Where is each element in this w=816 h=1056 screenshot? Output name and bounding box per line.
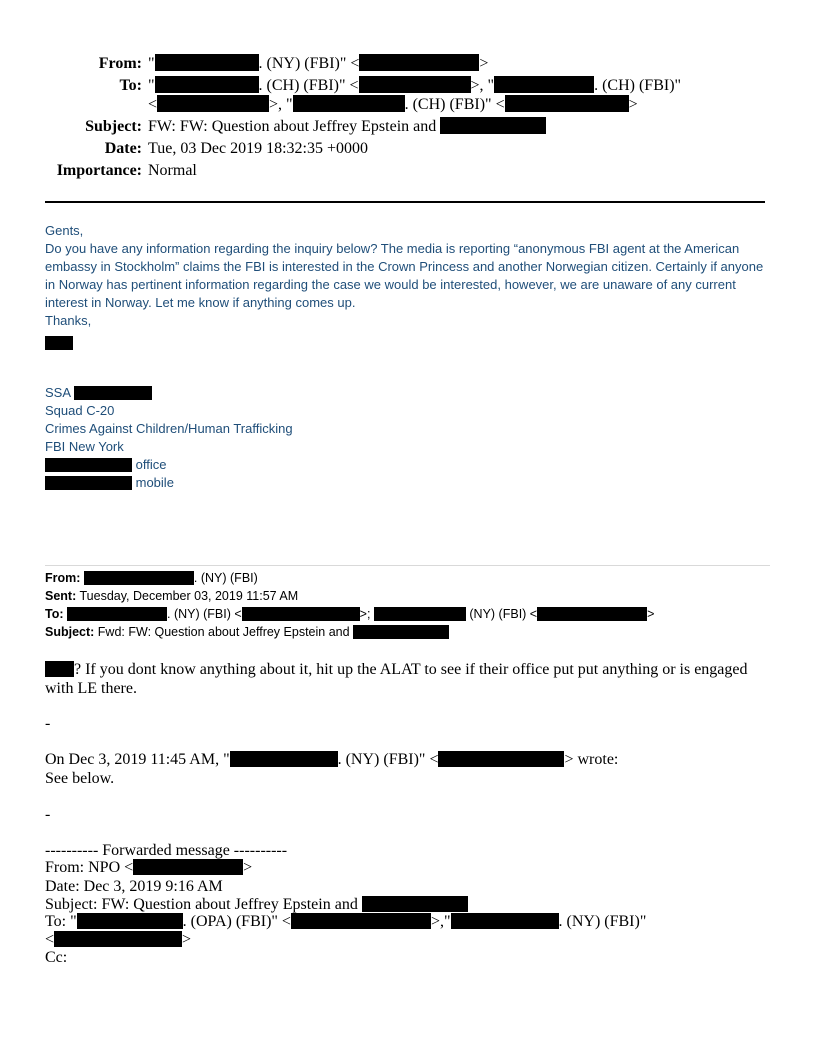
orig-date: Date: Dec 3, 2019 9:16 AM <box>45 878 223 895</box>
to-value: " . (CH) (FBI)" < >, " . (CH) (FBI)" <box>148 77 682 94</box>
redaction <box>157 95 269 112</box>
subject-label: Subject: <box>85 118 142 135</box>
forwarded-separator: ---------- Forwarded message ---------- <box>45 842 288 859</box>
redaction <box>77 913 183 929</box>
see-below: See below. <box>45 770 115 787</box>
redaction <box>451 913 559 929</box>
orig-cc: Cc: <box>45 949 68 966</box>
subject-value: FW: FW: Question about Jeffrey Epstein and <box>148 116 546 137</box>
greeting: Gents, <box>45 223 84 238</box>
redaction <box>155 76 259 93</box>
redaction <box>45 336 73 350</box>
redaction <box>54 931 182 947</box>
orig-from: From: NPO < > <box>45 859 253 876</box>
forward-divider <box>45 565 770 566</box>
redaction <box>133 859 243 875</box>
from-value: " . (NY) (FBI)" < > <box>148 55 489 72</box>
to-value-line2: < >, " . (CH) (FBI)" < > <box>148 96 638 113</box>
redaction <box>438 751 564 767</box>
redaction <box>291 913 431 929</box>
quote-attribution: On Dec 3, 2019 11:45 AM, " . (NY) (FBI)" < > wrote: <box>45 751 619 768</box>
importance-label: Importance: <box>56 162 142 179</box>
redaction <box>505 95 629 112</box>
to-label: To: <box>119 77 142 94</box>
fwd-from: From: . (NY) (FBI) <box>45 571 258 585</box>
forwarded-header <box>45 569 765 641</box>
reply-line2: with LE there. <box>45 680 137 697</box>
reply-line1: ? If you dont know anything about it, hit up the ALAT to see if their office put put anything or is engaged <box>45 660 748 679</box>
redaction <box>242 607 360 621</box>
dash: - <box>45 715 51 732</box>
date-label: Date: <box>104 140 142 157</box>
redaction <box>45 661 74 677</box>
redaction <box>67 607 167 621</box>
signature-squad: Squad C-20 <box>45 403 115 418</box>
redaction <box>353 625 449 639</box>
signature-block <box>45 384 445 492</box>
redaction <box>494 76 594 93</box>
signature-office-phone: office <box>45 456 445 474</box>
importance-value: Normal <box>148 162 197 179</box>
redaction <box>374 607 466 621</box>
redaction <box>84 571 194 585</box>
fwd-subject: Subject: Fwd: FW: Question about Jeffrey Epstein and <box>45 623 765 641</box>
redaction <box>440 117 546 134</box>
closing: Thanks, <box>45 313 92 328</box>
signature-mobile-phone: mobile <box>45 474 445 492</box>
header-divider <box>45 201 765 203</box>
body-paragraph: Do you have any information regarding the inquiry below? The media is reporting “anonymous FBI agent at the American embassy in Stockholm” claims the FBI is interested in the Crown Princess and another Norwegian citizen. Certainly if anyone in Norway has pertinent information regarding the case we would be interested, however, we are unaware of any current interest in Norway. Let me know if anything comes up. <box>45 241 764 310</box>
date-value: Tue, 03 Dec 2019 18:32:35 +0000 <box>148 140 368 157</box>
fwd-sent: Sent: Tuesday, December 03, 2019 11:57 AM <box>45 589 299 603</box>
redaction <box>293 95 405 112</box>
redaction <box>537 607 647 621</box>
redaction <box>74 386 152 400</box>
orig-to: To: " . (OPA) (FBI)" < >," . (NY) (FBI)" <box>45 913 647 930</box>
signature-unit: Crimes Against Children/Human Trafficking <box>45 421 293 436</box>
fwd-to: To: . (NY) (FBI) < >; (NY) (FBI) < > <box>45 607 655 621</box>
redaction <box>45 476 132 490</box>
orig-subject: Subject: FW: Question about Jeffrey Epstein and <box>45 895 468 914</box>
redaction <box>230 751 338 767</box>
orig-to-line2: < > <box>45 931 192 948</box>
signature-office: FBI New York <box>45 439 124 454</box>
signature-title: SSA <box>45 384 445 402</box>
redaction <box>45 458 132 472</box>
redaction <box>359 76 471 93</box>
redaction <box>362 896 468 912</box>
redaction <box>155 54 259 71</box>
dash: - <box>45 806 51 823</box>
email-body <box>45 222 767 352</box>
redaction <box>359 54 479 71</box>
from-label: From: <box>98 55 142 72</box>
